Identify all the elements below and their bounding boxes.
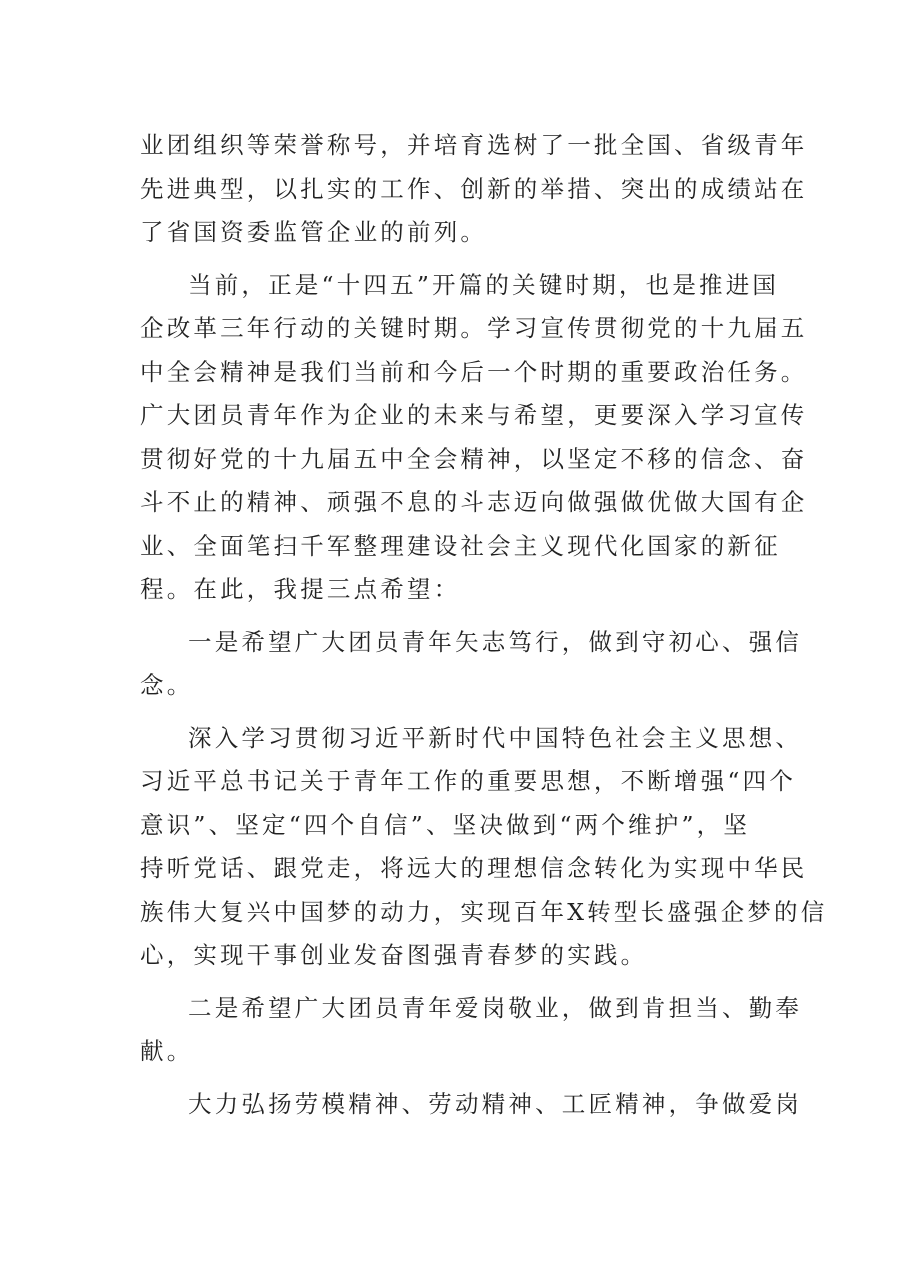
text-line: 二是希望广大团员青年爱岗敬业，做到肯担当、勤奉 (188, 993, 803, 1022)
document-body (140, 124, 828, 1126)
text-line: 广大团员青年作为企业的未来与希望，更要深入学习宣传 (140, 401, 808, 429)
text-line: 斗不止的精神、顽强不息的斗志迈向做强做优做大国有企 (140, 488, 808, 516)
paragraph (140, 124, 808, 255)
text-line: 程。在此，我提三点希望： (140, 575, 461, 603)
text-line: 习近平总书记关于青年工作的重要思想，不断增强“四个 (140, 767, 797, 795)
text-line: 当前，正是“十四五”开篇的关键时期，也是推进国 (188, 270, 780, 299)
text-line: 企改革三年行动的关键时期。学习宣传贯彻党的十九届五 (140, 314, 808, 342)
text-line: 贯彻好党的十九届五中全会精神，以坚定不移的信念、奋 (140, 444, 808, 473)
text-line: 念。 (140, 671, 194, 699)
paragraph (140, 1083, 803, 1127)
text-line: 了省国资委监管企业的前列。 (140, 218, 488, 246)
text-line: 族伟大复兴中国梦的动力，实现百年X转型长盛强企梦的信 (140, 897, 828, 926)
text-line: 业、全面笔扫千军整理建设社会主义现代化国家的新征 (140, 531, 781, 560)
text-line: 深入学习贯彻习近平新时代中国特色社会主义思想、 (188, 723, 803, 752)
text-line: 中全会精神是我们当前和今后一个时期的重要政治任务。 (140, 357, 808, 386)
paragraph (140, 621, 803, 708)
text-line: 持听党话、跟党走，将远大的理想信念转化为实现中华民 (140, 854, 808, 882)
paragraph (140, 264, 808, 612)
text-line: 先进典型，以扎实的工作、创新的举措、突出的成绩站在 (140, 174, 808, 203)
text-line: 献。 (140, 1037, 194, 1065)
text-line: 一是希望广大团员青年矢志笃行，做到守初心、强信 (188, 627, 803, 656)
text-line: 心，实现干事创业发奋图强青春梦的实践。 (140, 941, 648, 969)
text-line: 大力弘扬劳模精神、劳动精神、工匠精神，争做爱岗 (188, 1089, 803, 1118)
paragraph (140, 717, 828, 978)
paragraph (140, 987, 803, 1074)
text-line: 意识”、坚定“四个自信”、坚决做到“两个维护”，坚 (140, 810, 751, 839)
text-line: 业团组织等荣誉称号，并培育选树了一批全国、省级青年 (140, 131, 808, 159)
